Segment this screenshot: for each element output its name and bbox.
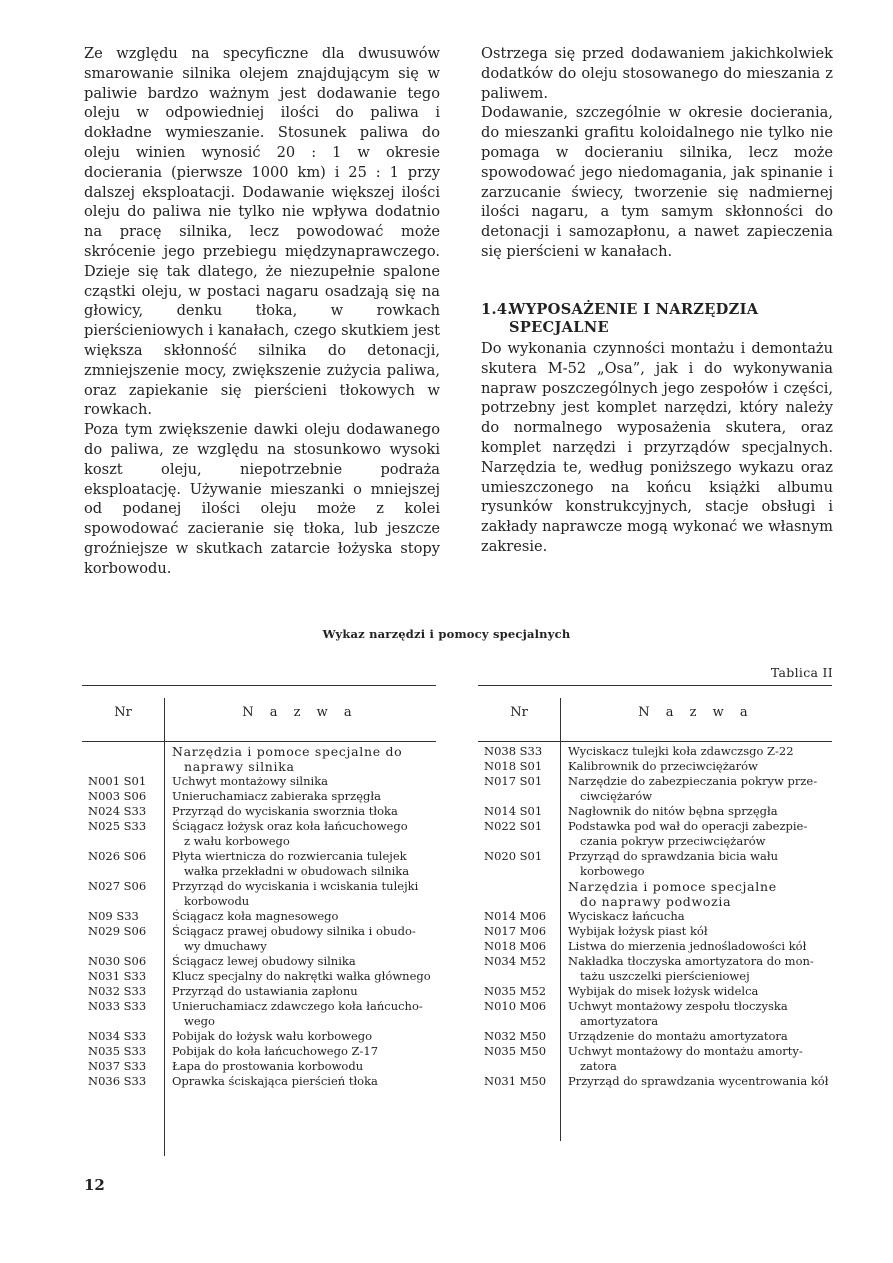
table-row [82,909,436,924]
tool-number [478,879,560,909]
tool-name-continuation: do naprawy podwozia [580,894,732,909]
tool-number: N033 S33 [88,999,147,1013]
table-row [82,924,436,954]
table-row [478,774,832,804]
tool-name: Narzędzia i pomoce specjalne do [172,744,403,759]
tool-name-cell [164,999,436,1029]
tool-name-cell [164,984,436,999]
tool-name: Klucz specjalny do nakrętki wałka głównego [172,969,431,983]
tool-name: Nakładka tłoczyska amortyzatora do mon- [568,954,814,968]
tool-number: N018 S01 [484,759,543,773]
tool-name-cell [560,999,832,1029]
tool-name: Nagłownik do nitów bębna sprzęgła [568,804,778,818]
tool-name-continuation: ciwciężarów [580,789,653,803]
tools-table-right [478,685,832,1141]
tool-name: Przyrząd do sprawdzania bicia wału [568,849,778,863]
tool-name-cell [560,819,832,849]
tool-name-cell [164,1029,436,1044]
tool-number: N038 S33 [484,744,543,758]
tool-name-continuation: z wału korbowego [184,834,290,848]
tool-name-continuation: amortyzatora [580,1014,659,1028]
tool-name-continuation: naprawy silnika [184,759,295,774]
tool-number: N031 M50 [484,1074,547,1088]
tool-name-cell [560,909,832,924]
section-title-line2: SPECJALNE [509,319,609,336]
table-row [82,1029,436,1044]
paragraph: Ostrzega się przed dodawaniem jakichkolwiek dodatków do oleju stosowanego do mieszania z paliwem. [481,45,833,102]
tool-number: N014 S01 [484,804,543,818]
tool-number: N037 S33 [88,1059,147,1073]
header-nr: Nr [114,705,132,720]
header-nr: Nr [510,705,528,720]
tool-name: Ściągacz łożysk oraz koła łańcuchowego [172,819,408,833]
tool-number: N026 S06 [88,849,147,863]
table-row [478,804,832,819]
tool-name-cell [560,804,832,819]
tool-number: N029 S06 [88,924,147,938]
tool-number: N014 M06 [484,909,547,923]
tool-name-cell [560,879,832,909]
tool-name: Urządzenie do montażu amortyzatora [568,1029,788,1043]
tool-name-cell [560,1029,832,1044]
tool-number: N035 M50 [484,1044,547,1058]
table-row [82,984,436,999]
tool-name: Przyrząd do sprawdzania wycentrowania kół [568,1074,829,1088]
tool-name-continuation: korbowego [580,864,645,878]
tool-number: N025 S33 [88,819,147,833]
section-number: 1.4. [481,301,513,318]
tool-name: Wyciskacz łańcucha [568,909,685,923]
table-row [478,819,832,849]
table-title: Wykaz narzędzi i pomocy specjalnych [322,627,571,641]
tool-name-cell [560,924,832,939]
tool-number: N018 M06 [484,939,547,953]
tool-name-cell [164,969,436,984]
paragraph: Ze względu na specyficzne dla dwusuwów smarowanie silnika olejem znajdującym się w paliwie bardzo ważnym jest dodawanie tego oleju w odpowiedniej ilości do paliwa i dokładne wymieszanie. Stosunek paliwa do oleju winien wynosić 20 : 1 w okresie docierania (pierwsze 1000 km) i 25 : 1 przy dalszej eksploatacji. Dodawanie większej ilości oleju do paliwa nie tylko nie wpływa dodatnio na pracę silnika, lecz powodować może skrócenie jego przebiegu międzynaprawczego. Dzieje się tak dlatego, że niezupełnie spalone cząstki oleju, w postaci nagaru osadzają się na głowicy, denku tłoka, w rowkach pierścieniowych i kanałach, czego skutkiem jest większa skłonność silnika do detonacji, zmniejszenie mocy, zwiększenie zużycia paliwa, oraz zapiekanie się pierścieni tłokowych w rowkach. [84,45,440,419]
table-row [82,879,436,909]
tool-number: N034 S33 [88,1029,147,1043]
tools-table-left [82,685,436,1156]
tool-name: Ściągacz lewej obudowy silnika [172,954,356,968]
tool-name: Ściągacz koła magnesowego [172,909,339,923]
tool-number: N001 S01 [88,774,147,788]
table-row [82,999,436,1029]
tool-name-continuation: korbowodu [184,894,250,908]
tool-name-cell [164,879,436,909]
tool-name-cell [164,744,436,774]
tool-name: Podstawka pod wał do operacji zabezpie- [568,819,808,833]
tool-number: N031 S33 [88,969,147,983]
table-section-row [82,744,436,774]
tool-name-continuation: czania pokryw przeciwciężarów [580,834,766,848]
tool-number: N035 S33 [88,1044,147,1058]
table-body [82,744,436,1089]
tool-name-cell [164,774,436,789]
section-title-line1: WYPOSAŻENIE I NARZĘDZIA [509,301,759,318]
table-row [478,759,832,774]
table-row [478,1029,832,1044]
tool-name-cell [164,1059,436,1074]
tool-name: Łapa do prostowania korbowodu [172,1059,364,1073]
tool-name-cell [164,1074,436,1089]
tool-number: N032 M50 [484,1029,547,1043]
table-row [82,969,436,984]
tool-name: Przyrząd do ustawiania zapłonu [172,984,358,998]
table-header [82,686,436,742]
tool-number: N035 M52 [484,984,547,998]
table-row [82,954,436,969]
tool-name-continuation: tażu uszczelki pierścieniowej [580,969,750,983]
table-body [478,744,832,1089]
paragraph: Poza tym zwiększenie dawki oleju dodawanego do paliwa, ze względu na stosunkowo wysoki koszt oleju, niepotrzebnie podraża eksploatację. Używanie mieszanki o mniejszej od podanej ilości oleju może z kolei spowodować zacieranie się tłoka, lub jeszcze groźniejsze w skutkach zatarcie łożyska stopy korbowodu. [84,421,440,577]
table-row [478,999,832,1029]
table-section-row [478,879,832,909]
tool-name: Uchwyt montażowy zespołu tłoczyska [568,999,788,1013]
tool-name: Narzędzie do zabezpieczania pokryw prze- [568,774,818,788]
table-row [478,1074,832,1089]
table-row [82,1059,436,1074]
table-row [82,1044,436,1059]
paragraph: Dodawanie, szczególnie w okresie docierania, do mieszanki grafitu koloidalnego nie tylko nie pomaga w docieraniu silnika, lecz może spowodować jego niedomagania, jak spinanie i zarzucanie świecy, tworzenie się nadmiernej ilości nagaru, a tym samym skłonności do detonacji i samozapłonu, a nawet zapieczenia się pierścieni w kanałach. [481,104,833,260]
tool-name-cell [164,849,436,879]
header-name: N a z w a [242,705,358,720]
tool-name: Pobijak do koła łańcuchowego Z-17 [172,1044,379,1058]
tool-name-cell [560,744,832,759]
table-row [478,984,832,999]
tool-name-cell [560,1044,832,1074]
table-row [478,924,832,939]
tool-name-cell [164,789,436,804]
tool-name-continuation: zatora [580,1059,617,1073]
table-row [478,744,832,759]
page-number: 12 [84,1176,105,1194]
tool-name-cell [560,939,832,954]
table-row [478,939,832,954]
table-row [82,804,436,819]
tool-number: N030 S06 [88,954,147,968]
tool-name: Ściągacz prawej obudowy silnika i obudo- [172,924,416,938]
table-header [478,686,832,742]
section-heading [481,301,833,337]
tool-number: N017 S01 [484,774,543,788]
tool-number: N010 M06 [484,999,547,1013]
tool-number: N036 S33 [88,1074,147,1088]
tool-name: Przyrząd do wyciskania i wciskania tulejki [172,879,419,893]
tool-name-continuation: wałka przekładni w obudowach silnika [184,864,410,878]
tool-number [82,744,164,774]
tool-name-cell [560,1074,832,1089]
tool-name: Wybijak łożysk piast kół [568,924,708,938]
tool-number: N003 S06 [88,789,147,803]
table-row [478,849,832,879]
tool-name-cell [560,849,832,879]
table-row [478,1044,832,1074]
tool-number: N017 M06 [484,924,547,938]
tool-name: Przyrząd do wyciskania sworznia tłoka [172,804,398,818]
tool-name: Unieruchamiacz zabieraka sprzęgła [172,789,381,803]
table-row [478,909,832,924]
tool-name: Wybijak do misek łożysk widelca [568,984,759,998]
tool-name-continuation: wego [184,1014,215,1028]
tool-name-cell [164,924,436,954]
tool-name-cell [560,984,832,999]
tool-number: N027 S06 [88,879,147,893]
tool-name-cell [164,804,436,819]
table-row [478,954,832,984]
tool-name: Listwa do mierzenia jednośladowości kół [568,939,807,953]
tool-number: N020 S01 [484,849,543,863]
table-row [82,789,436,804]
tool-name: Kalibrownik do przeciwciężarów [568,759,758,773]
table-row [82,819,436,849]
tool-name: Pobijak do łożysk wału korbowego [172,1029,373,1043]
tool-name: Uchwyt montażowy silnika [172,774,329,788]
tool-name: Uchwyt montażowy do montażu amorty- [568,1044,803,1058]
tool-name-cell [560,954,832,984]
right-text-column [481,44,833,262]
header-name: N a z w a [638,705,754,720]
tool-name-cell [164,819,436,849]
tool-name: Płyta wiertnicza do rozwiercania tulejek [172,849,407,863]
tool-name-cell [164,954,436,969]
tool-number: N034 M52 [484,954,547,968]
tool-name: Narzędzia i pomoce specjalne [568,879,777,894]
section-body: Do wykonania czynności montażu i demontażu skutera M-52 „Osa”, jak i do wykonywania napraw poszczególnych jego zespołów i części, potrzebny jest komplet narzędzi, który należy do normalnego wyposażenia skutera, oraz komplet narzędzi i przyrządów specjalnych. Narzędzia te, według poniższego wykazu oraz umieszczonego na końcu książki albumu rysunków konstrukcyjnych, stacje obsługi i zakłady naprawcze mogą wykonać we własnym zakresie. [481,340,833,555]
tool-number: N024 S33 [88,804,147,818]
tool-name: Wyciskacz tulejki koła zdawczsgo Z-22 [568,744,794,758]
table-row [82,849,436,879]
table-label: Tablica II [770,665,833,680]
tool-name: Unieruchamiacz zdawczego koła łańcucho- [172,999,423,1013]
tool-number: N09 S33 [88,909,139,923]
tool-name-cell [164,909,436,924]
tool-name-cell [560,759,832,774]
tool-name: Oprawka ściskająca pierścień tłoka [172,1074,378,1088]
tool-name-continuation: wy dmuchawy [184,939,267,953]
tool-name-cell [560,774,832,804]
table-row [82,1074,436,1089]
tool-number: N022 S01 [484,819,543,833]
left-text-column [84,44,440,579]
tool-number: N032 S33 [88,984,147,998]
tool-name-cell [164,1044,436,1059]
table-row [82,774,436,789]
